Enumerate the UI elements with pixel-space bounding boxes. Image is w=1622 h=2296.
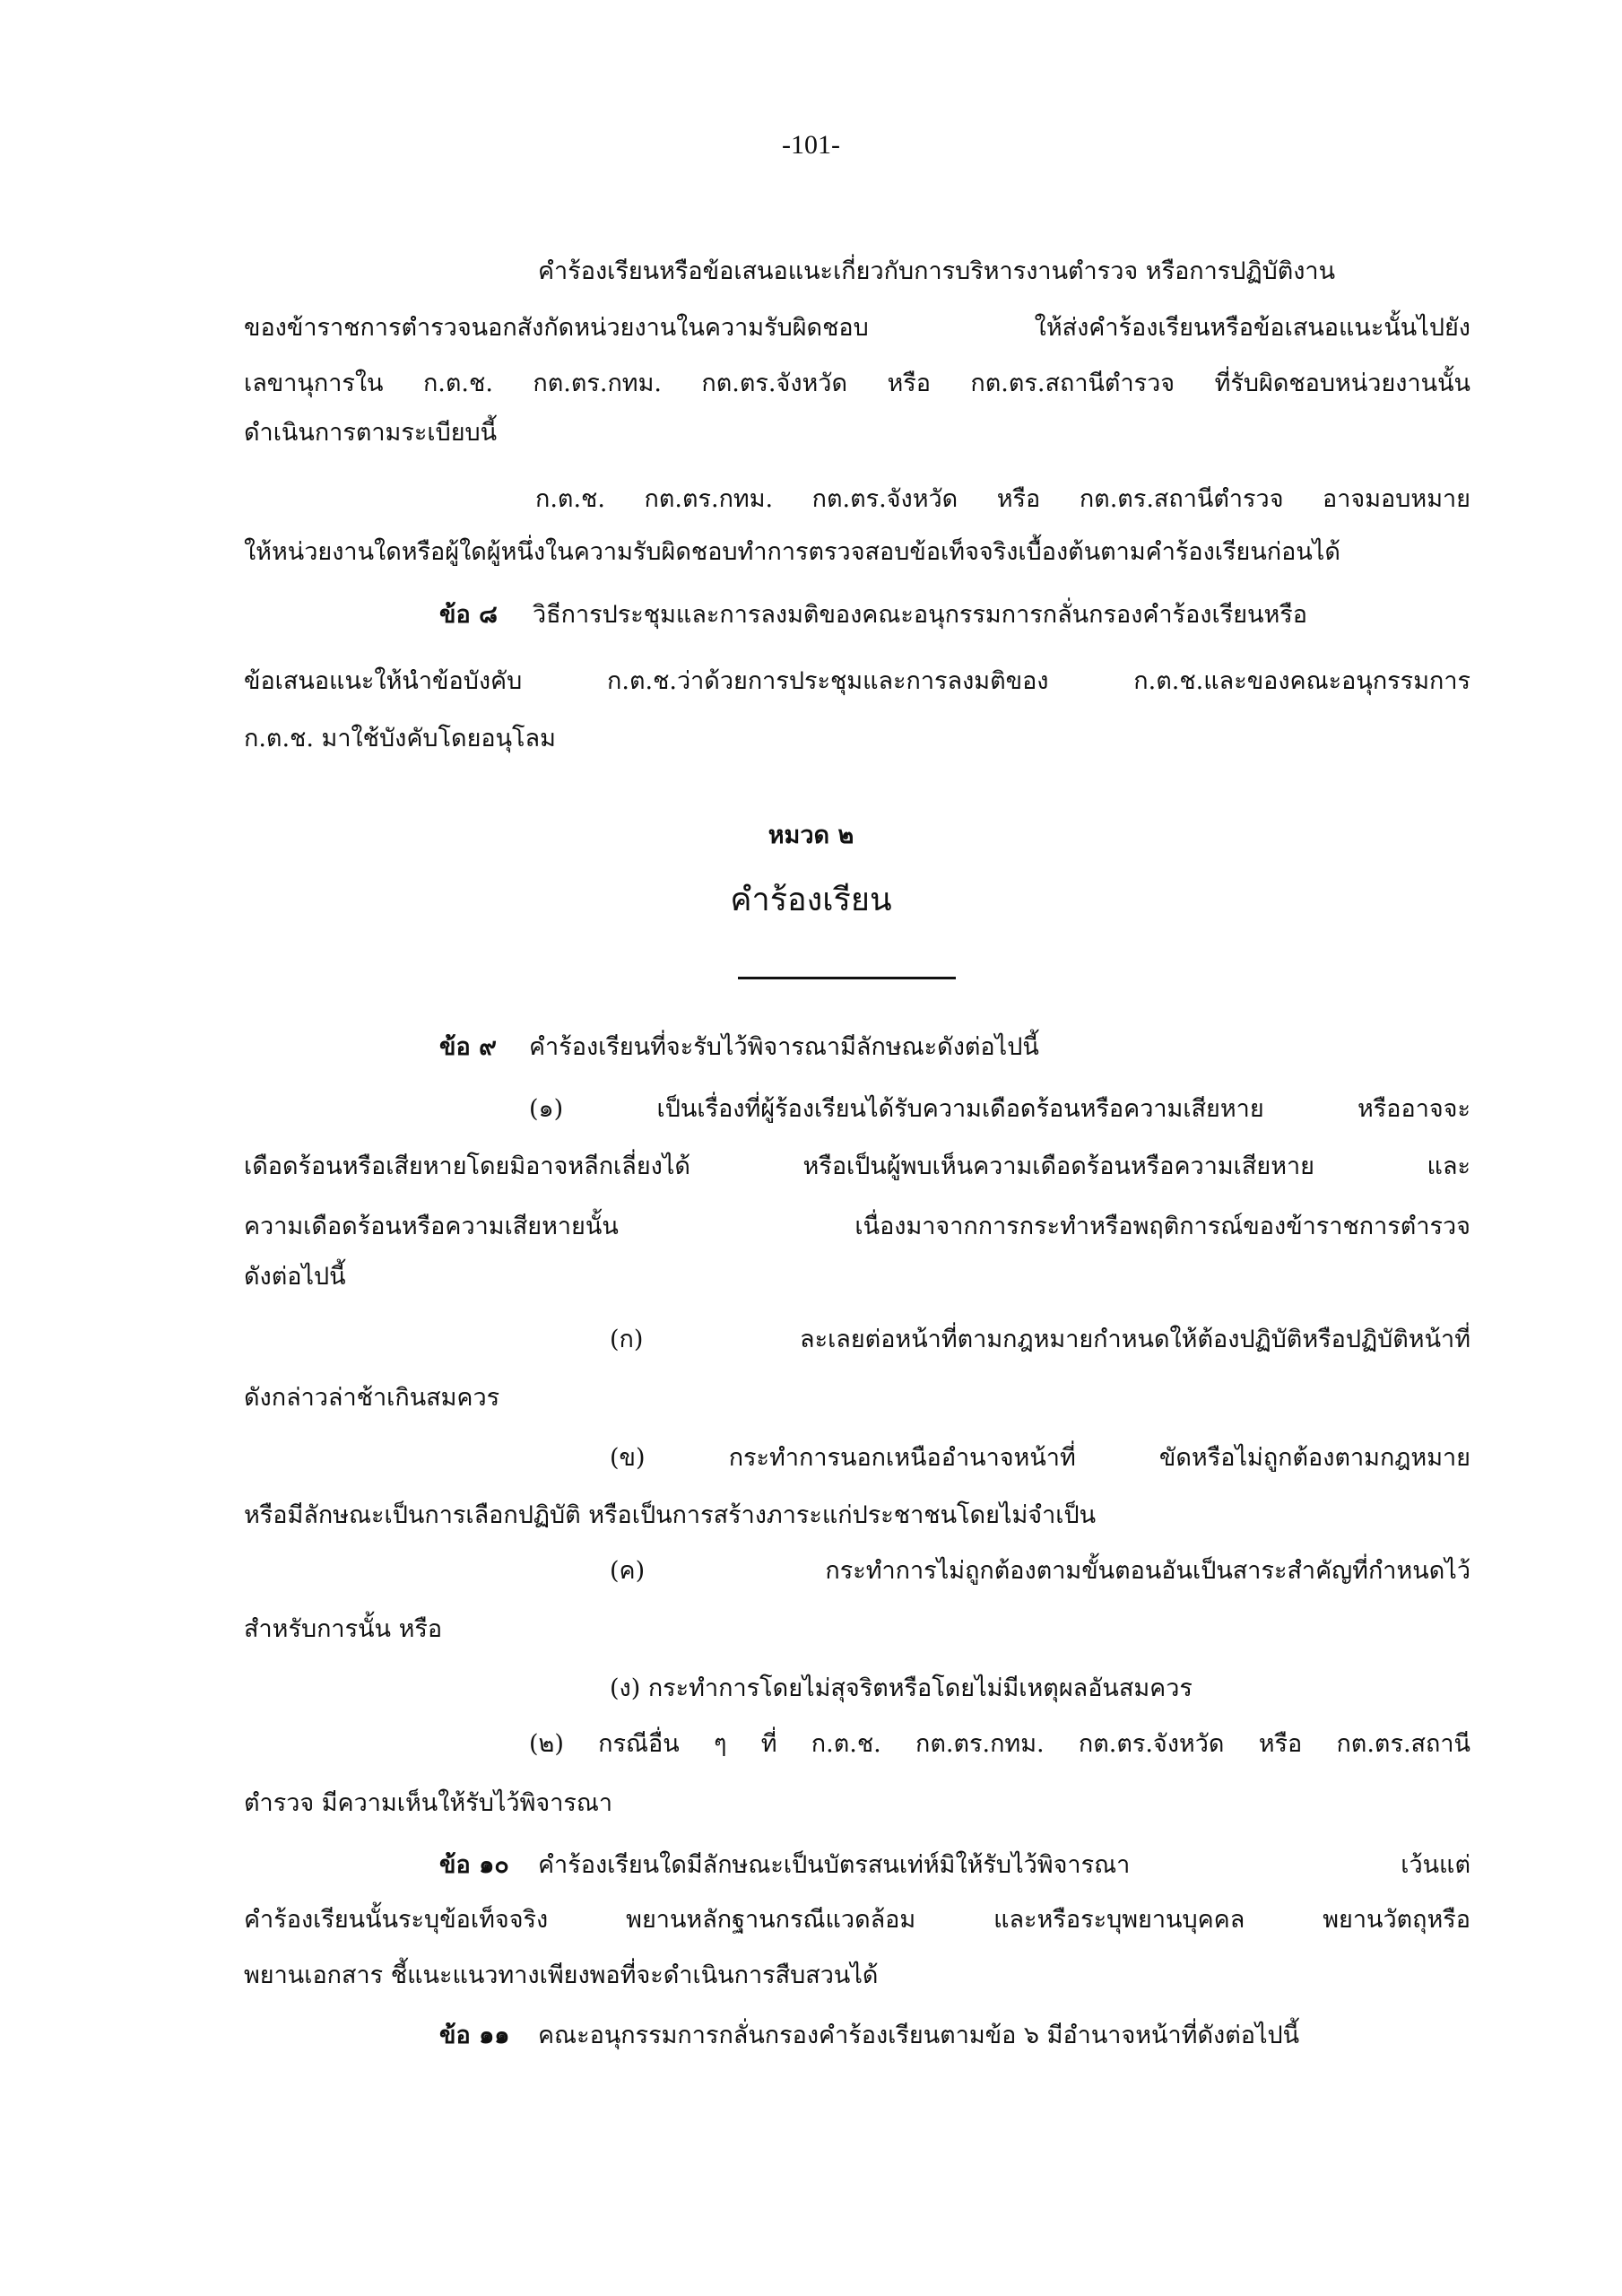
paragraph-line: ดำเนินการตามระเบียบนี้ <box>244 419 498 447</box>
paragraph-line: ข้อเสนอแนะให้นำข้อบังคับ ก.ต.ช.ว่าด้วยการประชุมและการลงมติของ ก.ต.ช.และของคณะอนุกรรมการ <box>244 667 1470 695</box>
sub-item-line: หรือมีลักษณะเป็นการเลือกปฏิบัติ หรือเป็นการสร้างภาระแก่ประชาชนโดยไม่จำเป็น <box>244 1501 1097 1529</box>
clause-text: วิธีการประชุมและการลงมติของคณะอนุกรรมการกลั่นกรองคำร้องเรียนหรือ <box>533 601 1307 629</box>
paragraph-line: คำร้องเรียนนั้นระบุข้อเท็จจริง พยานหลักฐานกรณีแวดล้อม และหรือระบุพยานบุคคล พยานวัตถุหรือ <box>244 1906 1470 1934</box>
clause-10 <box>439 1848 1470 1883</box>
clause-9 <box>439 1030 1470 1065</box>
clause-label: ข้อ ๘ <box>439 601 498 629</box>
item-line: ความเดือดร้อนหรือความเสียหายนั้น เนื่องมาจากการกระทำหรือพฤติการณ์ของข้าราชการตำรวจ <box>244 1213 1470 1240</box>
paragraph-line: คำร้องเรียนหรือข้อเสนอแนะเกี่ยวกับการบริหารงานตำรวจ หรือการปฏิบัติงาน <box>538 257 1336 285</box>
item-line: ดังต่อไปนี้ <box>244 1263 346 1291</box>
sub-item-line: (ข) กระทำการนอกเหนืออำนาจหน้าที่ ขัดหรือไม่ถูกต้องตามกฎหมาย <box>610 1444 1470 1472</box>
chapter-title: คำร้องเรียน <box>730 882 892 918</box>
page-number: -101- <box>782 130 840 160</box>
sub-item-line: (ง) กระทำการโดยไม่สุจริตหรือโดยไม่มีเหตุผลอันสมควร <box>610 1674 1193 1702</box>
clause-label: ข้อ ๑๑ <box>439 2022 510 2049</box>
chapter-label: หมวด ๒ <box>768 822 854 849</box>
divider <box>738 977 956 979</box>
clause-text: คำร้องเรียนที่จะรับไว้พิจารณามีลักษณะดังต่อไปนี้ <box>529 1033 1039 1061</box>
sub-item-line: สำหรับการนั้น หรือ <box>244 1615 443 1643</box>
paragraph-line: ให้หน่วยงานใดหรือผู้ใดผู้หนึ่งในความรับผิดชอบทำการตรวจสอบข้อเท็จจริงเบื้องต้นตามคำร้องเรียนก่อนได้ <box>244 538 1340 566</box>
paragraph-line: เลขานุการใน ก.ต.ช. กต.ตร.กทม. กต.ตร.จังหวัด หรือ กต.ตร.สถานีตำรวจ ที่รับผิดชอบหน่วยงานนั้น <box>244 370 1470 397</box>
clause-11 <box>439 2018 1470 2054</box>
sub-item-line: (ก) ละเลยต่อหน้าที่ตามกฎหมายกำหนดให้ต้องปฏิบัติหรือปฏิบัติหน้าที่ <box>610 1326 1470 1353</box>
paragraph-line: พยานเอกสาร ชี้แนะแนวทางเพียงพอที่จะดำเนินการสืบสวนได้ <box>244 1961 879 1989</box>
clause-label: ข้อ ๑๐ <box>439 1851 509 1879</box>
clause-text: คำร้องเรียนใดมีลักษณะเป็นบัตรสนเท่ห์มิให้รับไว้พิจารณา เว้นแต่ <box>538 1851 1470 1879</box>
paragraph-line: ก.ต.ช. กต.ตร.กทม. กต.ตร.จังหวัด หรือ กต.ตร.สถานีตำรวจ อาจมอบหมาย <box>535 485 1470 513</box>
clause-text: คณะอนุกรรมการกลั่นกรองคำร้องเรียนตามข้อ ๖ มีอำนาจหน้าที่ดังต่อไปนี้ <box>538 2022 1300 2049</box>
clause-8 <box>439 597 1470 633</box>
item-line: ตำรวจ มีความเห็นให้รับไว้พิจารณา <box>244 1789 613 1817</box>
paragraph-line: ก.ต.ช. มาใช้บังคับโดยอนุโลม <box>244 725 556 752</box>
item-line: (๑) เป็นเรื่องที่ผู้ร้องเรียนได้รับความเดือดร้อนหรือความเสียหาย หรืออาจจะ <box>529 1095 1470 1123</box>
item-line: เดือดร้อนหรือเสียหายโดยมิอาจหลีกเลี่ยงได้ หรือเป็นผู้พบเห็นความเดือดร้อนหรือความเสียหาย และ <box>244 1152 1470 1180</box>
item-line: (๒) กรณีอื่น ๆ ที่ ก.ต.ช. กต.ตร.กทม. กต.ตร.จังหวัด หรือ กต.ตร.สถานี <box>529 1730 1470 1758</box>
clause-label: ข้อ ๙ <box>439 1033 497 1061</box>
sub-item-line: ดังกล่าวล่าช้าเกินสมควร <box>244 1384 500 1412</box>
paragraph-line: ของข้าราชการตำรวจนอกสังกัดหน่วยงานในความรับผิดชอบ ให้ส่งคำร้องเรียนหรือข้อเสนอแนะนั้นไปยัง <box>244 314 1470 342</box>
sub-item-line: (ค) กระทำการไม่ถูกต้องตามขั้นตอนอันเป็นสาระสำคัญที่กำหนดไว้ <box>610 1557 1470 1585</box>
